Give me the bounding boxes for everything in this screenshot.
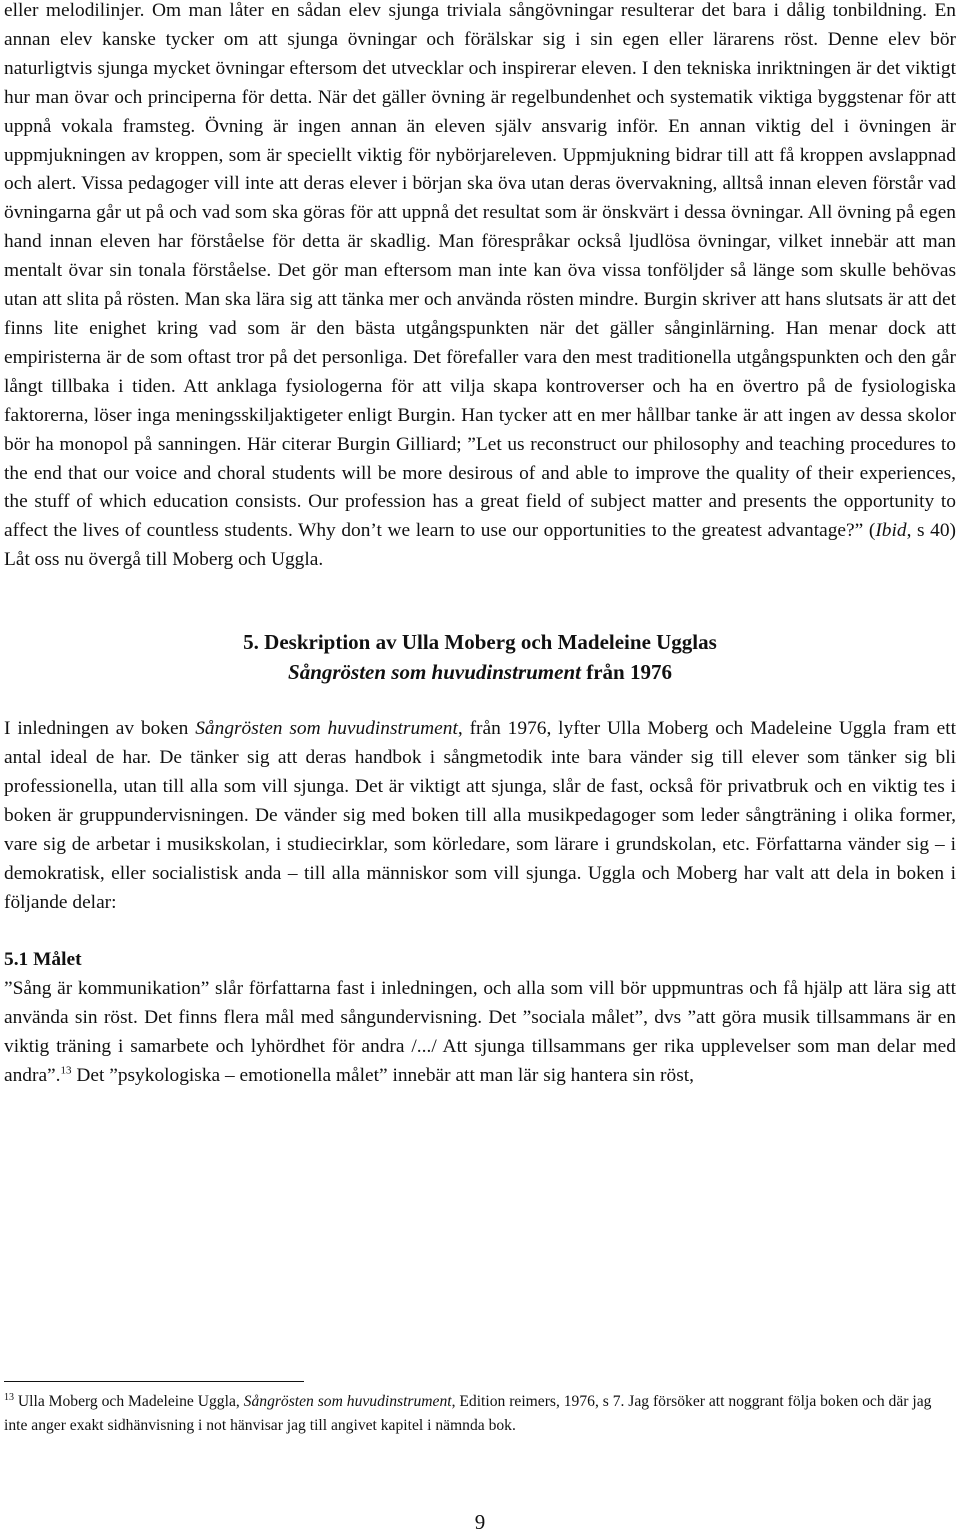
subsection-paragraph	[4, 975, 956, 1091]
body-text: eller melodilinjer. Om man låter en sådan elev sjunga triviala sångövningar resulterar det bara i dålig tonbildning. En annan elev kanske tycker om att sjunga övningar och förälskar sig i sin egen eller lärarens röst. Denne elev bör naturligtvis sjunga mycket övningar eftersom det utvecklar och inspirerar eleven. I den tekniska inriktningen är det viktigt hur man övar och principerna för detta. När det gäller övning är regelbundenhet och systematik viktiga byggstenar för att uppnå vokala framsteg. Övning är ingen annan än eleven själv ansvarig inför. En annan viktig del i övningen är uppmjukningen av kroppen, som är speciellt viktig för nybörjareleven. Uppmjukning bidrar till att få kroppen avslappnad och alert. Vissa pedagoger vill inte att deras elever i början ska öva utan deras övervakning, alltså innan eleven förstår vad övningarna går ut på och vad som ska göras för att uppnå det resultat som är önskvärt i dessa övningar. All övning på egen hand innan eleven har förståelse för detta är skadlig. Man förespråkar också ljudlösa övningar, vilket innebär att man mentalt övar sin tonala förståelse. Det gör man eftersom man inte kan öva vissa tonföljder så länge som skulle behövas utan att slita på rösten. Man ska lära sig att tänka mer och använda rösten mindre. Burgin skriver att hans slutsats är att det finns lite enighet kring vad som är den bästa utgångspunkten när det gäller sånginlärning. Han menar dock att empiristerna är de som oftast tror på det personliga. Det förefaller vara den mest traditionella utgångspunkten och den går långt tillbaka i tiden. Att anklaga fysiologerna för att vilja skapa kontroverser och ha en övertro på de fysiologiska faktorerna, löser inga meningsskiljaktigeter enligt Burgin. Han tycker att en mer hållbar tanke är att ingen av dessa skolor bör ha monopol på sanningen. Här citerar Burgin Gilliard; ”Let us reconstruct our philosophy and teaching procedures to the end that our voice and choral students will be more desirous of and able to improve the quality of their experiences, the stuff of which education consists. Our profession has a great field of subject matter and presents the opportunity to affect the lives of countless students. Why don’t we learn to use our opportunities to the greatest advantage?” (	[4, 0, 956, 542]
subsection-title: 5.1 Målet	[4, 949, 82, 971]
subsection-text-b: Det ”psykologiska – emotionella målet” innebär att man lär sig hantera sin röst,	[71, 1065, 694, 1087]
footnote-text-b: , Edition reimers, 1976, s 7. Jag försöker att noggrant följa boken och där jag inte anger exakt sidhänvisning i not hänvisar jag till angivet kapitel i nämnda bok.	[4, 1393, 932, 1434]
section-heading-line2	[4, 657, 956, 687]
section-heading-book: Sångrösten som huvudinstrument	[288, 660, 581, 685]
page-number: 9	[474, 1510, 486, 1534]
body-text-end: , s 40) Låt oss nu övergå till Moberg och Uggla.	[4, 520, 957, 571]
intro-book-title: Sångrösten som huvudinstrument	[195, 718, 458, 740]
section-heading	[4, 627, 956, 687]
intro-paragraph	[4, 715, 956, 917]
footnote-number: 13	[4, 1391, 14, 1403]
footnote-book-title: Sångrösten som huvudinstrument	[243, 1393, 452, 1410]
intro-text-b: , från 1976, lyfter Ulla Moberg och Madeleine Uggla fram ett antal ideal de har. De tänker sig att deras handbok i sångmetodik inte bara vänder sig till elever som tänker sig bli professionella, utan till alla som vill sjunga. Det är viktigt att sjunga, slår de fast, också för privatbruk och en viktig tes i boken är gruppundervisningen. De vänder sig med boken till alla musikpedagoger som leder sångträning i olika former, vare sig de arbetar i musikskolan, i studiecirklar, som körledare, som lärare i grundskolan, etc. Författarna vänder sig – i demokratisk, eller socialistisk anda – till alla människor som vill sjunga. Uggla och Moberg har valt att dela in boken i följande delar:	[4, 718, 956, 913]
subsection-text-a: ”Sång är kommunikation” slår författarna fast i inledningen, och alla som vill bör uppmuntras och få hjälp att lära sig att använda sin röst. Det finns flera mål med sångundervisning. Det ”sociala målet”, dvs ”att göra musik tillsammans är en viktig träning i samarbete och lyhördhet för andra /.../ Att sjunga tillsammans ger rika upplevelser som man delar med andra”.	[4, 978, 956, 1087]
ibid-citation: Ibid	[875, 520, 907, 542]
intro-text-a: I inledningen av boken	[4, 718, 196, 740]
page-content	[4, 0, 956, 1091]
body-paragraph	[4, 0, 956, 575]
section-heading-year: från 1976	[580, 660, 672, 685]
footnote	[4, 1390, 948, 1438]
footnote-divider	[4, 1381, 304, 1382]
footnote-reference[interactable]: 13	[60, 1064, 72, 1077]
section-heading-line1: 5. Deskription av Ulla Moberg och Madeleine Ugglas	[243, 630, 717, 655]
footnote-text-a: Ulla Moberg och Madeleine Uggla,	[14, 1393, 244, 1410]
